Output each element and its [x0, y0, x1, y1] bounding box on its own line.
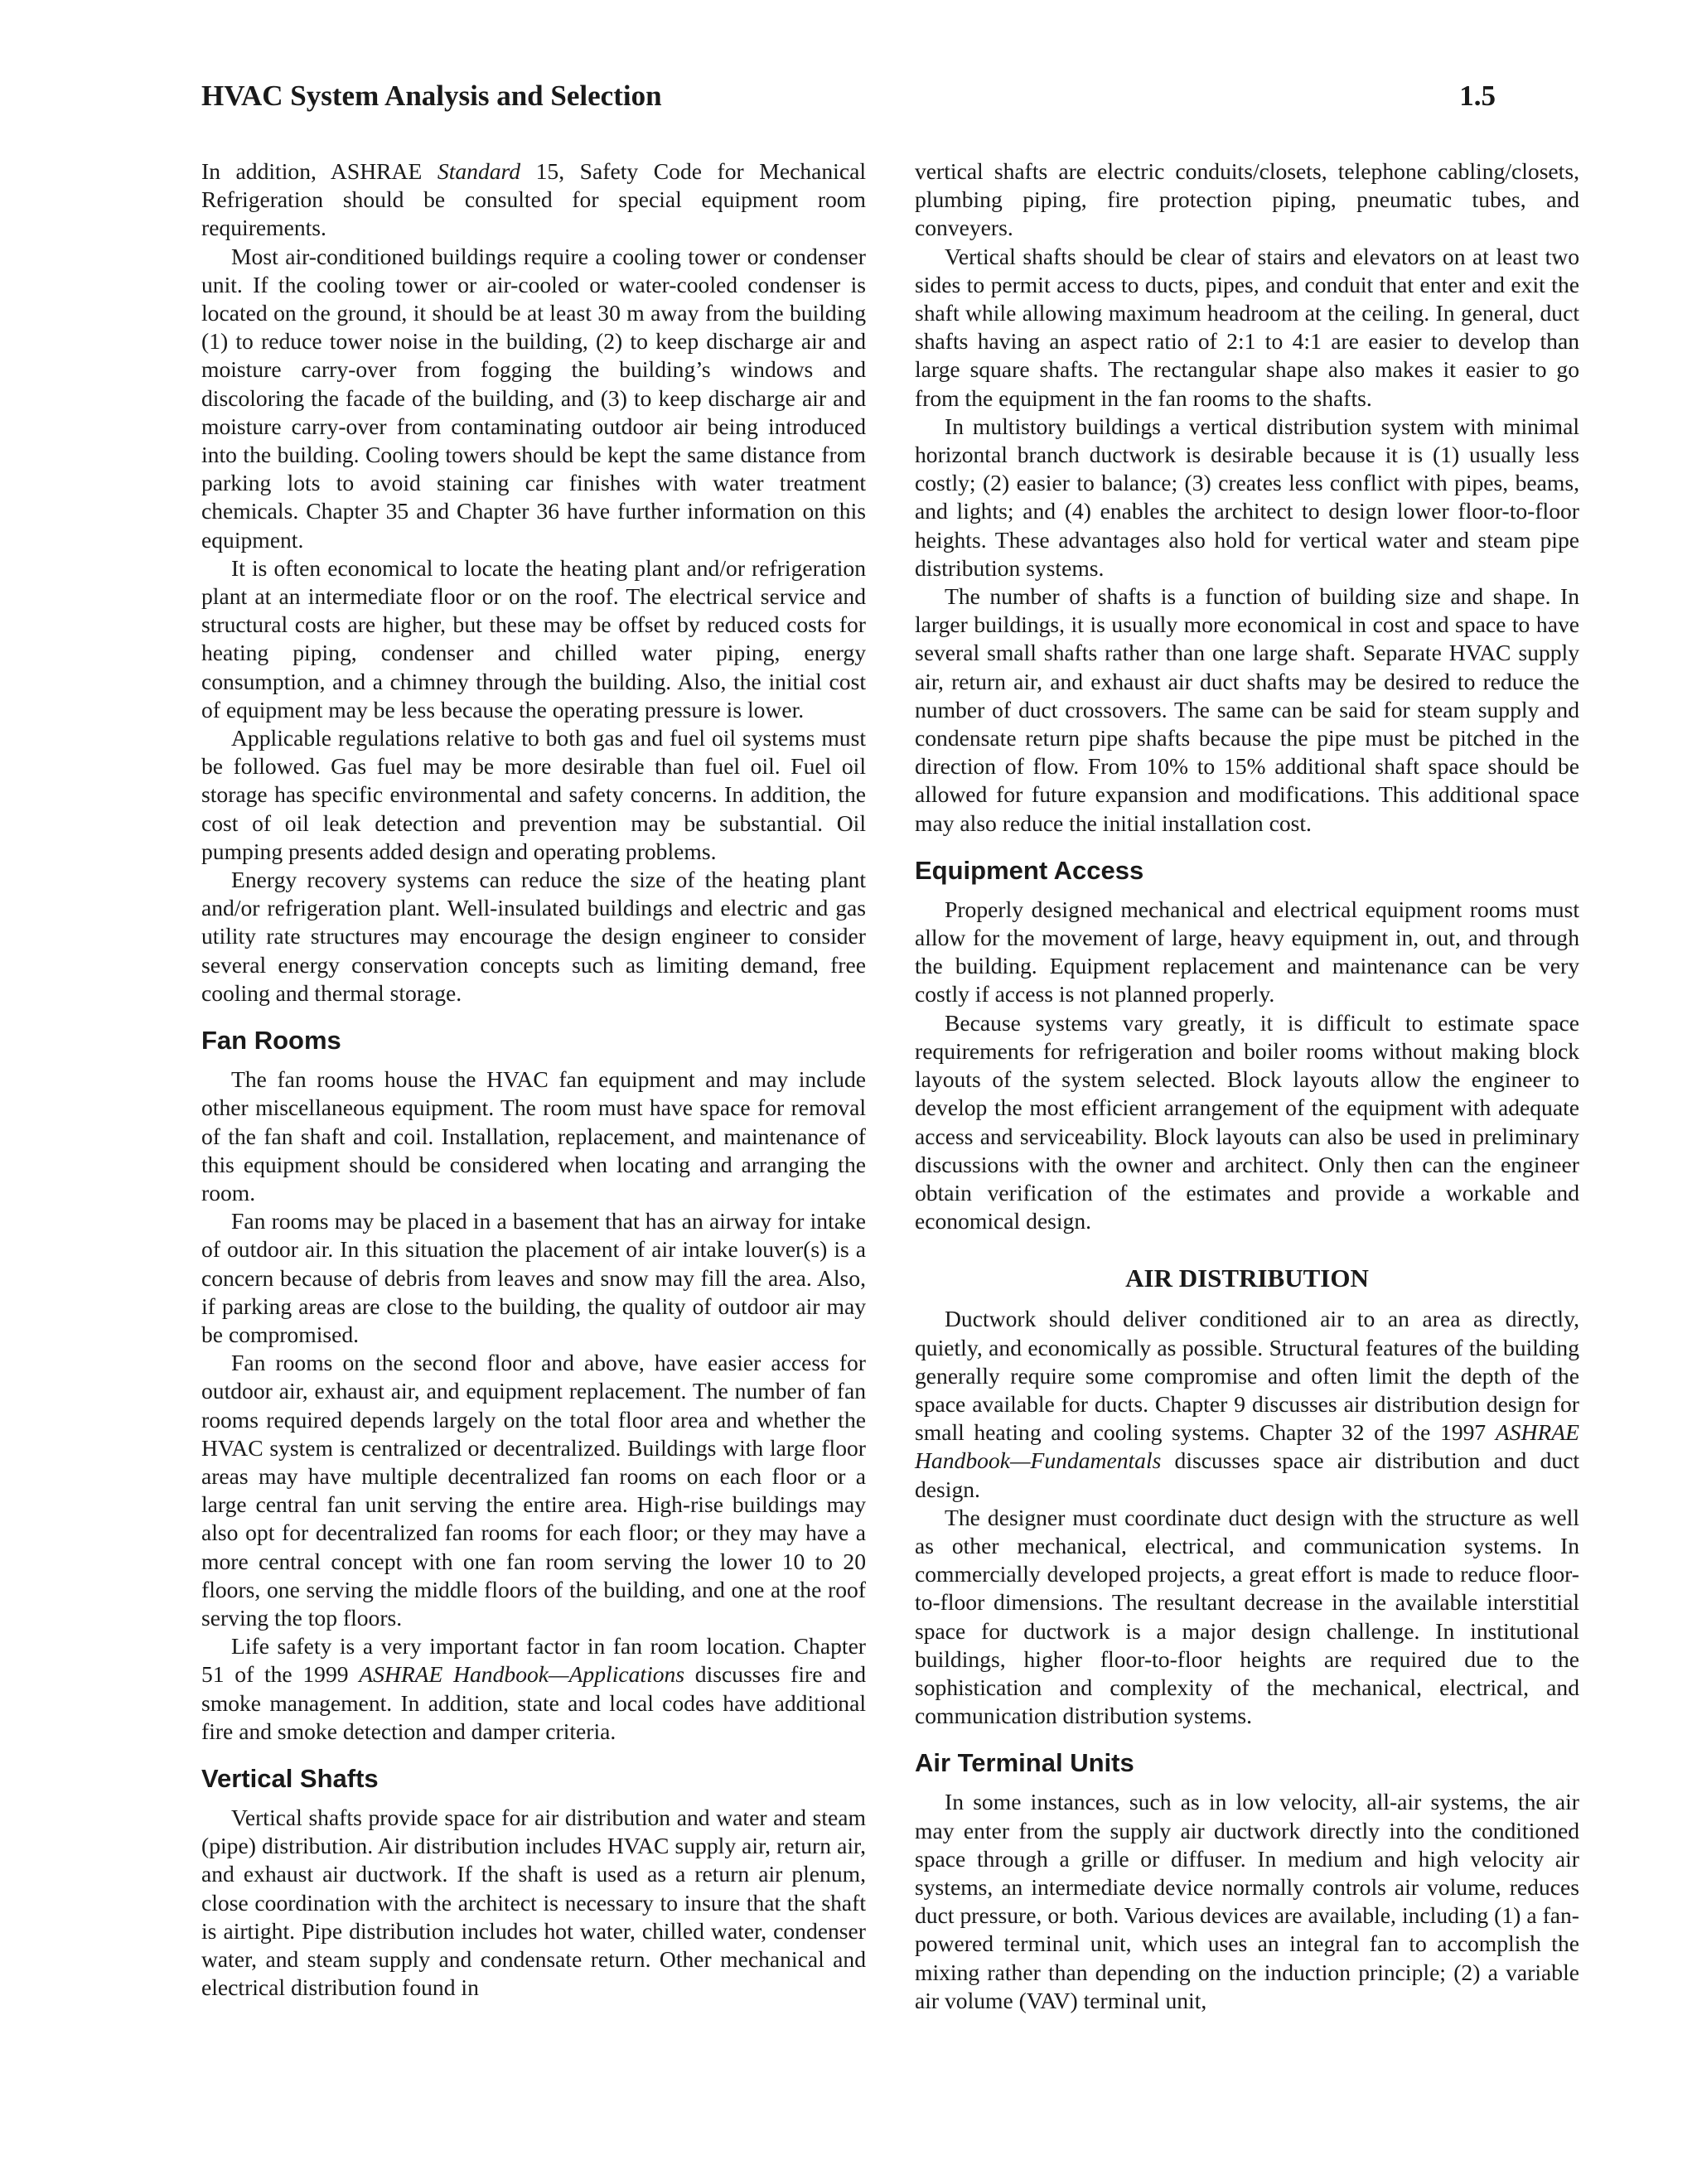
- chapter-title: HVAC System Analysis and Selection: [201, 80, 662, 112]
- section-heading-vertical-shafts: Vertical Shafts: [201, 1763, 379, 1793]
- paragraph: Most air-conditioned buildings require a cooling tower or condenser unit. If the cooling tower or air-cooled or water-cooled condenser is located on the ground, it should be at least 30 m away from the building (1) to reduce tower noise in the building, (2) to keep discharge air and moisture carry-over from fogging the building’s windows and discoloring the facade of the building, and (3) to keep discharge air and moisture carry-over from contaminating outdoor air being introduced into the building. Cooling towers should be kept the same distance from parking lots to avoid staining car finishes with water treatment chemicals. Chapter 35 and Chapter 36 have further information on this equipment.: [201, 243, 866, 553]
- left-column: [201, 157, 866, 2002]
- paragraph: Properly designed mechanical and electrical equipment rooms must allow for the movement of large, heavy equipment in, out, and through the building. Equipment replacement and maintenance can be very costly if access is not planned properly.: [915, 896, 1579, 1007]
- section-heading-air-distribution: AIR DISTRIBUTION: [1125, 1264, 1369, 1293]
- paragraph: vertical shafts are electric conduits/closets, telephone cabling/closets, plumbing piping, fire protection piping, pneumatic tubes, and conveyers.: [915, 158, 1579, 241]
- paragraph: Fan rooms on the second floor and above, have easier access for outdoor air, exhaust air, and equipment replacement. The number of fan rooms required depends largely on the total floor area and whether the HVAC system is centralized or decentralized. Buildings with large floor areas may have multiple decentralized fan rooms on each floor or a large central fan unit serving the entire area. High-rise buildings may also opt for decentralized fan rooms for each floor; or they may have a more central concept with one fan room serving the lower 10 to 20 floors, one serving the middle floors of the building, and one at the roof serving the top floors.: [201, 1350, 866, 1631]
- paragraph: Vertical shafts should be clear of stairs and elevators on at least two sides to permit access to ducts, pipes, and conduit that enter and exit the shaft while allowing maximum headroom at the ceiling. In general, duct shafts having an aspect ratio of 2:1 to 4:1 are easier to develop than large square shafts. The rectangular shape also makes it easier to go from the equipment in the fan rooms to the shafts.: [915, 243, 1579, 411]
- paragraph: Fan rooms may be placed in a basement that has an airway for intake of outdoor air. In this situation the placement of air intake louver(s) is a concern because of debris from leaves and snow may fill the area. Also, if parking areas are close to the building, the quality of outdoor air may be compromised.: [201, 1208, 866, 1347]
- paragraph: Applicable regulations relative to both gas and fuel oil systems must be followed. Gas fuel may be more desirable than fuel oil. Fuel oil storage has specific environmental and safety concerns. In addition, the cost of oil leak detection and prevention may be substantial. Oil pumping presents added design and operating problems.: [201, 725, 866, 864]
- paragraph: Energy recovery systems can reduce the size of the heating plant and/or refrigeration plant. Well-insulated buildings and electric and gas utility rate structures may encourage the design engineer to consider several energy conservation concepts such as limiting demand, free cooling and thermal storage.: [201, 867, 866, 1006]
- page-number: 1.5: [1459, 80, 1496, 112]
- section-heading-equipment-access: Equipment Access: [915, 855, 1144, 885]
- paragraph: The fan rooms house the HVAC fan equipment and may include other miscellaneous equipment. The room must have space for removal of the fan shaft and coil. Installation, replacement, and maintenance of this equipment should be considered when locating and arranging the room.: [201, 1066, 866, 1206]
- paragraph: In addition, ASHRAE Standard 15, Safety Code for Mechanical Refrigeration should be consulted for special equipment room requirements.: [201, 158, 866, 241]
- section-heading-air-terminal-units: Air Terminal Units: [915, 1748, 1134, 1778]
- paragraph: Life safety is a very important factor in fan room location. Chapter 51 of the 1999 ASHRAE Handbook—Applications discusses fire and smoke management. In addition, state and local codes have additional fire and smoke detection and damper criteria.: [201, 1633, 866, 1744]
- paragraph: Vertical shafts provide space for air distribution and water and steam (pipe) distribution. Air distribution includes HVAC supply air, return air, and exhaust air ductwork. If the shaft is used as a return air plenum, close coordination with the architect is necessary to insure that the shaft is airtight. Pipe distribution includes hot water, chilled water, condenser water, and steam supply and condensate return. Other mechanical and electrical distribution found in: [201, 1804, 866, 2001]
- paragraph: Because systems vary greatly, it is difficult to estimate space requirements for refrigeration and boiler rooms without making block layouts of the system selected. Block layouts allow the engineer to develop the most efficient arrangement of the equipment with adequate access and serviceability. Block layouts can also be used in preliminary discussions with the owner and architect. Only then can the engineer obtain verification of the estimates and provide a workable and economical design.: [915, 1009, 1579, 1235]
- paragraph: The number of shafts is a function of building size and shape. In larger buildings, it is usually more economical in cost and space to have several small shafts rather than one large shaft. Separate HVAC supply air, return air, and exhaust air duct shafts may be desired to reduce the number of duct crossovers. The same can be said for steam supply and condensate return pipe shafts because the pipe must be pitched in the direction of flow. From 10% to 15% additional shaft space should be allowed for future expansion and modifications. This additional space may also reduce the initial installation cost.: [915, 583, 1579, 836]
- paragraph: It is often economical to locate the heating plant and/or refrigeration plant at an intermediate floor or on the roof. The electrical service and structural costs are higher, but these may be offset by reduced costs for heating piping, condenser and chilled water piping, energy consumption, and a chimney through the building. Also, the initial cost of equipment may be less because the operating pressure is lower.: [201, 554, 866, 722]
- running-header: [201, 80, 1496, 121]
- section-heading-fan-rooms: Fan Rooms: [201, 1026, 341, 1056]
- paragraph: In some instances, such as in low velocity, all-air systems, the air may enter from the supply air ductwork directly into the conditioned space through a grille or diffuser. In medium and high velocity air systems, an intermediate device normally controls air volume, reduces duct pressure, or both. Various devices are available, including (1) a fan-powered terminal unit, which uses an integral fan to accomplish the mixing rather than depending on the induction principle; (2) a variable air volume (VAV) terminal unit,: [915, 1789, 1579, 2013]
- right-column: [915, 157, 1579, 2015]
- paragraph: In multistory buildings a vertical distribution system with minimal horizontal branch ductwork is desirable because it is (1) usually less costly; (2) easier to balance; (3) creates less conflict with pipes, beams, and lights; and (4) enables the architect to design lower floor-to-floor heights. These advantages also hold for vertical water and steam pipe distribution systems.: [915, 413, 1579, 581]
- paragraph: The designer must coordinate duct design with the structure as well as other mechanical, electrical, and communication systems. In commercially developed projects, a great effort is made to reduce floor-to-floor dimensions. The resultant decrease in the available interstitial space for ductwork is a major design challenge. In institutional buildings, higher floor-to-floor heights are required due to the sophistication and complexity of the mechanical, electrical, and communication distribution systems.: [915, 1504, 1579, 1729]
- paragraph: Ductwork should deliver conditioned air to an area as directly, quietly, and economically as possible. Structural features of the building generally require some compromise and often limit the depth of the space available for ducts. Chapter 9 discusses air distribution design for small heating and cooling systems. Chapter 32 of the 1997 ASHRAE Handbook—Fundamentals discusses space air distribution and duct design.: [915, 1306, 1579, 1502]
